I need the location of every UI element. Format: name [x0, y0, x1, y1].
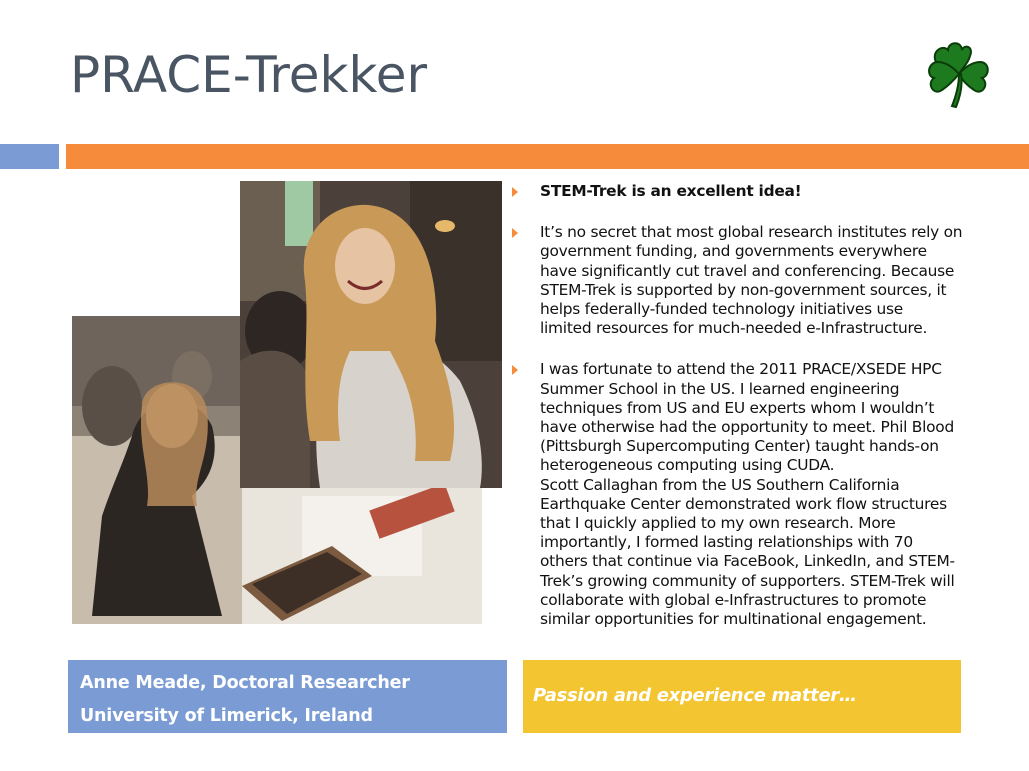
bullet-line: have otherwise had the opportunity to meet. Phil Blood: [540, 418, 954, 437]
bullet-line: Earthquake Center demonstrated work flow structures: [540, 494, 947, 513]
bullet-line: have significantly cut travel and conferencing. Because: [540, 261, 955, 280]
bullet-arrow-icon: [512, 365, 518, 375]
bullet-line: that I quickly applied to my own research. More: [540, 514, 896, 533]
bullet-line: Trek’s growing community of supporters. STEM-Trek will: [540, 571, 955, 590]
bullet-line: STEM-Trek is an excellent idea!: [540, 182, 802, 200]
bullet-line: Scott Callaghan from the US Southern California: [540, 475, 900, 494]
caption-author: [68, 660, 507, 733]
accent-bar-orange: [66, 144, 1029, 169]
bullet-line: government funding, and governments everywhere: [540, 242, 927, 261]
author-affiliation: University of Limerick, Ireland: [80, 706, 373, 726]
slide-title: PRACE-Trekker: [70, 46, 428, 104]
bullet-arrow-icon: [512, 187, 518, 197]
tagline-text: Passion and experience matter…: [533, 685, 857, 706]
bullet-list: [512, 182, 992, 651]
bullet-line: Summer School in the US. I learned engineering: [540, 379, 900, 398]
accent-bar-blue: [0, 144, 59, 169]
bullet-arrow-icon: [512, 228, 518, 238]
bullet-line: limited resources for much-needed e-Infrastructure.: [540, 319, 928, 338]
bullet-line: STEM-Trek is supported by non-government sources, it: [540, 280, 947, 299]
bullet-line: techniques from US and EU experts whom I wouldn’t: [540, 398, 935, 417]
list-item: [512, 223, 992, 338]
bullet-line: importantly, I formed lasting relationships with 70: [540, 533, 913, 552]
photo-portrait: [240, 181, 502, 488]
list-item: [512, 182, 992, 201]
bullet-line: (Pittsburgh Supercomputing Center) taught hands-on: [540, 437, 939, 456]
bullet-line: collaborate with global e-Infrastructures to promote: [540, 590, 927, 609]
shamrock-icon: [928, 40, 990, 108]
list-item: [512, 360, 992, 629]
bullet-line: helps federally-funded technology initiatives use: [540, 300, 904, 319]
bullet-line: It’s no secret that most global research institutes rely on: [540, 223, 963, 242]
bullet-line: heterogeneous computing using CUDA.: [540, 456, 835, 475]
bullet-line: others that continue via FaceBook, LinkedIn, and STEM-: [540, 552, 955, 571]
bullet-line: I was fortunate to attend the 2011 PRACE/XSEDE HPC: [540, 360, 942, 379]
author-name: Anne Meade, Doctoral Researcher: [80, 673, 410, 693]
bullet-line: similar opportunities for multinational engagement.: [540, 610, 927, 629]
caption-tagline: [523, 660, 961, 733]
